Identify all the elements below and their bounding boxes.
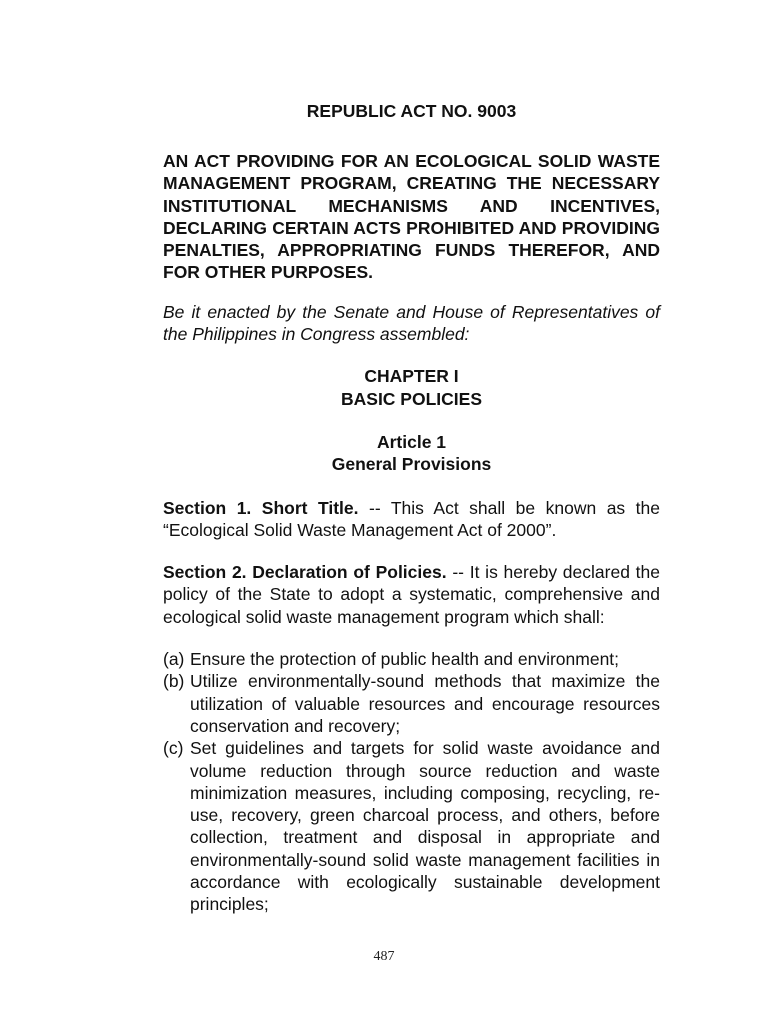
list-item-marker: (c) xyxy=(163,738,184,759)
policy-list xyxy=(163,648,660,916)
section-1-body: -- This Act shall be known as the “Ecological Solid Waste Management Act of 2000”. xyxy=(163,497,661,540)
list-item-marker: (b) xyxy=(163,671,185,692)
section-2-body: -- It is hereby declared the policy of the State to adopt a systematic, comprehensive and ecological solid waste management program which shall: xyxy=(163,562,660,627)
list-item-text: Utilize environmentally-sound methods that maximize the utilization of valuable resources and encourage resources conservation and recovery; xyxy=(190,671,660,736)
list-item xyxy=(163,670,660,737)
document-page xyxy=(163,90,660,916)
chapter-number: CHAPTER I xyxy=(364,366,459,387)
section-2-heading: Section 2. Declaration of Policies. xyxy=(163,562,447,583)
article-number: Article 1 xyxy=(376,431,447,452)
act-long-title: AN ACT PROVIDING FOR AN ECOLOGICAL SOLID WASTE MANAGEMENT PROGRAM, CREATING THE NECESSARY INSTITUTIONAL MECHANISMS AND INCENTIVES, DECLARING CERTAIN ACTS PROHIBITED AND PROVIDING PENALTIES, APPROPRIATING FUNDS THEREFOR, AND FOR OTHER PURPOSES. xyxy=(163,151,660,283)
section-1-heading: Section 1. Short Title. xyxy=(163,497,359,518)
chapter-name: BASIC POLICIES xyxy=(341,388,482,409)
section-2 xyxy=(163,561,660,628)
enacting-clause: Be it enacted by the Senate and House of Representatives of the Philippines in Congress assembled: xyxy=(163,301,660,345)
list-item xyxy=(163,648,660,670)
chapter-heading xyxy=(163,365,660,410)
act-title: REPUBLIC ACT NO. 9003 xyxy=(306,101,517,121)
list-item-text: Ensure the protection of public health and environment; xyxy=(190,649,620,670)
article-name: General Provisions xyxy=(331,454,492,475)
page-number: 487 xyxy=(373,949,395,964)
list-item-marker: (a) xyxy=(163,649,185,670)
section-1 xyxy=(163,497,660,542)
list-item xyxy=(163,737,660,915)
list-item-text: Set guidelines and targets for solid waste avoidance and volume reduction through source reduction and waste minimization measures, including composing, recycling, re-use, recovery, green charcoal process, and others, before collection, treatment and disposal in appropriate and environmentally-sound solid waste management facilities in accordance with ecologically sustainable development principles; xyxy=(190,738,660,915)
article-heading xyxy=(163,431,660,476)
